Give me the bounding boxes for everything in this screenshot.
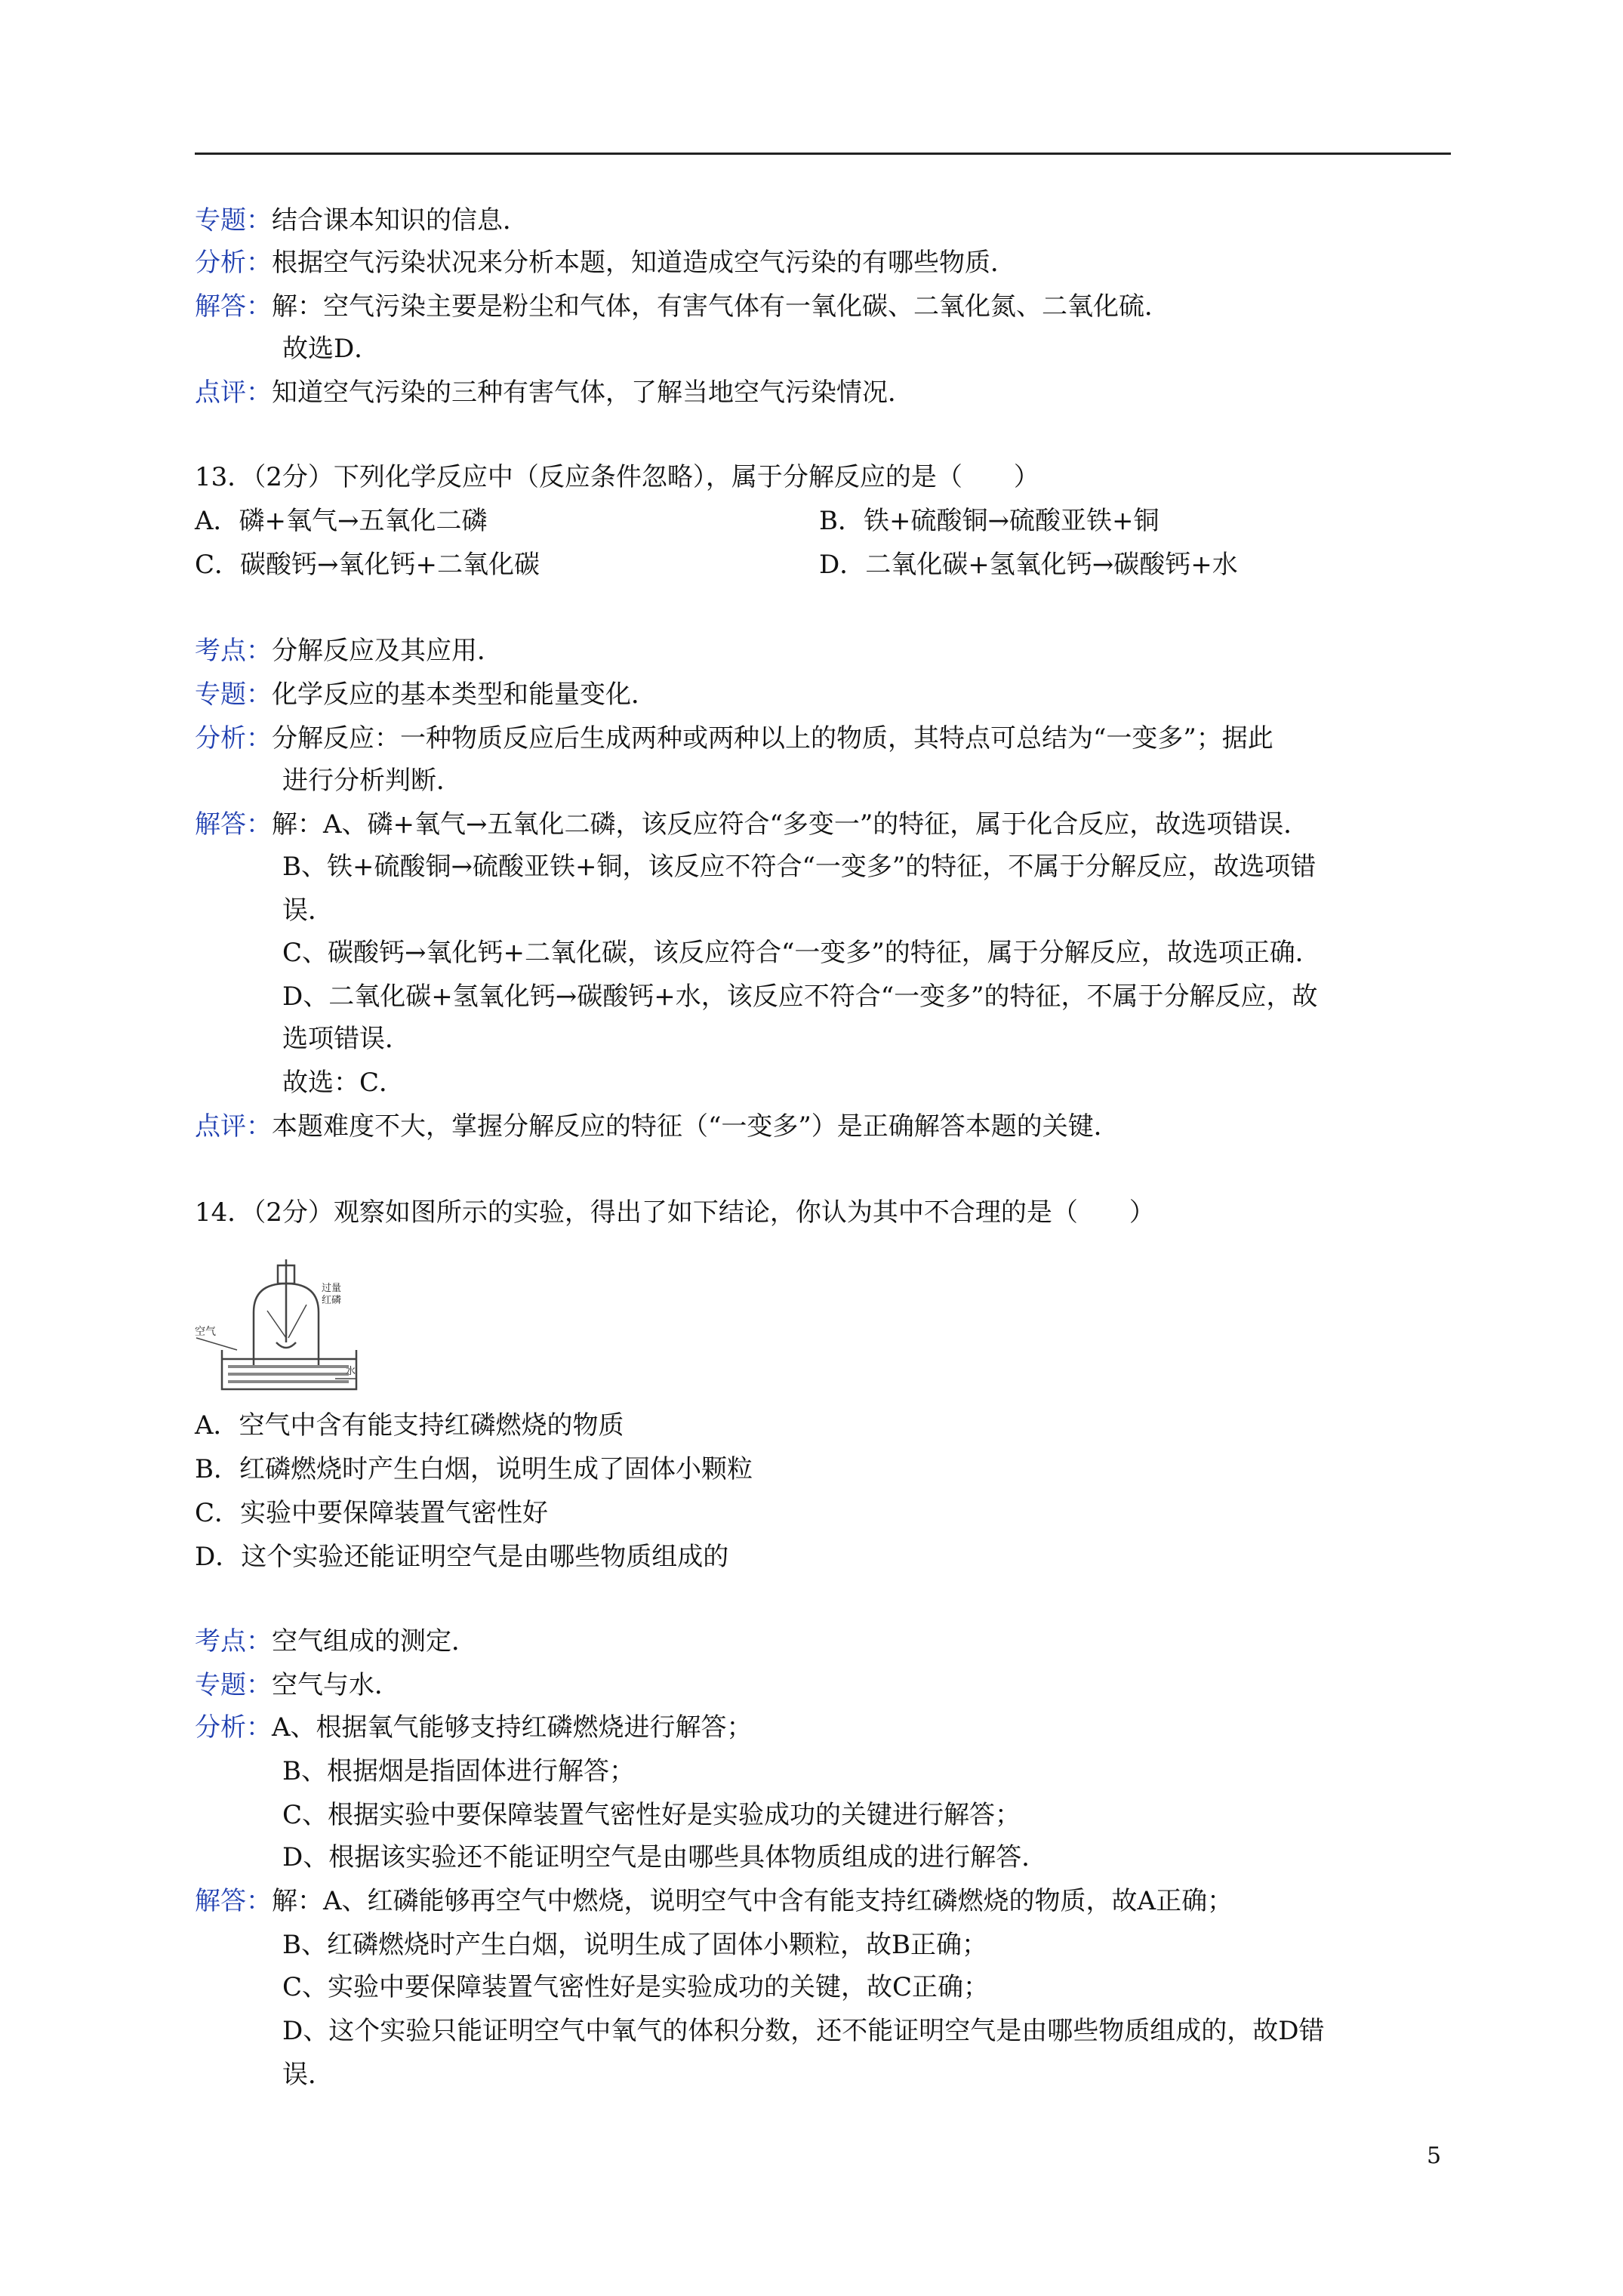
label: 考点：	[195, 1626, 272, 1657]
q12-dianping	[195, 376, 913, 409]
label: 分析：	[195, 1712, 272, 1743]
q14-fenxi-line2: B、根据烟是指固体进行解答；	[282, 1756, 635, 1786]
q12-jieda	[195, 290, 1170, 323]
text: 知道空气污染的三种有害气体，了解当地空气污染情况．	[272, 378, 913, 408]
text: 分解反应：一种物质反应后生成两种或两种以上的物质，其特点可总结为“一变多”；据此	[272, 723, 1273, 754]
label: 解答：	[195, 291, 272, 322]
label: 考点：	[195, 636, 272, 666]
q13-jieda-line2: B、铁+硫酸铜→硫酸亚铁+铜，该反应不符合“一变多”的特征，不属于分解反应，故选项错	[282, 852, 1317, 882]
q12-jieda-line2: 故选D．	[282, 334, 380, 364]
q14-fenxi-line3: C、根据实验中要保障装置气密性好是实验成功的关键进行解答；	[282, 1800, 1021, 1830]
label: 专题：	[195, 205, 272, 236]
q14-option-b: B．红磷燃烧时产生白烟，说明生成了固体小颗粒	[195, 1454, 753, 1484]
text: 解：A、磷+氧气→五氧化二磷，该反应符合“多变一”的特征，属于化合反应，故选项错误．	[272, 809, 1310, 840]
q14-option-d: D．这个实验还能证明空气是由哪些物质组成的	[195, 1542, 729, 1572]
q14-fenxi-line4: D、根据该实验还不能证明空气是由哪些具体物质组成的进行解答．	[282, 1842, 1048, 1872]
water-hatching	[228, 1365, 349, 1383]
q14-zhuanti	[195, 1669, 400, 1702]
q14-option-c: C．实验中要保障装置气密性好	[195, 1498, 549, 1528]
water-trough	[222, 1350, 356, 1389]
q14-jieda-line5: 误．	[282, 2060, 334, 2090]
header-rule	[195, 153, 1451, 155]
label: 点评：	[195, 1111, 272, 1142]
q13-dianping	[195, 1110, 1119, 1143]
q13-jieda-line4: C、碳酸钙→氧化钙+二氧化碳，该反应符合“一变多”的特征，属于分解反应，故选项正确．	[282, 938, 1321, 968]
figure-label-red-phosphorus: 红磷	[322, 1294, 342, 1305]
q13-option-b: B．铁+硫酸铜→硫酸亚铁+铜	[819, 506, 1160, 536]
label: 解答：	[195, 809, 272, 840]
leader-line	[267, 1311, 286, 1338]
label: 分析：	[195, 248, 272, 278]
q14-kaodian	[195, 1625, 477, 1658]
q13-option-d: D．二氧化碳+氢氧化钙→碳酸钙+水	[819, 550, 1238, 580]
text: 化学反应的基本类型和能量变化．	[272, 680, 657, 710]
q14-jieda	[195, 1885, 1233, 1918]
figure-label-water: 水	[346, 1365, 356, 1376]
page-number: 5	[1427, 2143, 1442, 2169]
air-pointer	[196, 1338, 237, 1350]
q14-stem: 14．（2分）观察如图所示的实验，得出了如下结论，你认为其中不合理的是（ ）	[195, 1197, 1155, 1228]
q13-jieda-line6: 选项错误．	[282, 1024, 411, 1054]
text: 空气组成的测定．	[272, 1626, 477, 1657]
text: 解：A、红磷能够再空气中燃烧，说明空气中含有能支持红磷燃烧的物质，故A正确；	[272, 1886, 1233, 1916]
combustion-spoon	[276, 1342, 296, 1348]
text: 结合课本知识的信息．	[272, 205, 528, 236]
text: 空气与水．	[272, 1670, 400, 1700]
q13-jieda-line3: 误．	[282, 895, 334, 926]
text: A、根据氧气能够支持红磷燃烧进行解答；	[272, 1712, 753, 1743]
label: 分析：	[195, 723, 272, 754]
q13-option-c: C．碳酸钙→氧化钙+二氧化碳	[195, 550, 540, 580]
q13-option-a: A．磷+氧气→五氧化二磷	[195, 506, 488, 536]
q13-jieda-line7: 故选：C．	[282, 1068, 405, 1098]
label: 专题：	[195, 680, 272, 710]
q14-jieda-line2: B、红磷燃烧时产生白烟，说明生成了固体小颗粒，故B正确；	[282, 1930, 987, 1960]
q12-fenxi	[195, 246, 1016, 279]
figure-label-air: 空气	[195, 1325, 216, 1337]
text: 根据空气污染状况来分析本题，知道造成空气污染的有哪些物质．	[272, 248, 1016, 278]
figure-label-excess: 过量	[322, 1282, 342, 1293]
q13-zhuanti	[195, 678, 657, 711]
leader-line	[288, 1305, 306, 1338]
q13-jieda-line5: D、二氧化碳+氢氧化钙→碳酸钙+水，该反应不符合“一变多”的特征，不属于分解反应，故	[282, 982, 1318, 1012]
experiment-figure	[195, 1259, 361, 1395]
q14-option-a: A．空气中含有能支持红磷燃烧的物质	[195, 1410, 624, 1441]
q13-fenxi-line2: 进行分析判断．	[282, 766, 462, 796]
q14-jieda-line4: D、这个实验只能证明空气中氧气的体积分数，还不能证明空气是由哪些物质组成的，故D错	[282, 2016, 1325, 2046]
q13-kaodian	[195, 634, 503, 667]
q12-zhuanti	[195, 204, 528, 237]
text: 本题难度不大，掌握分解反应的特征（“一变多”）是正确解答本题的关键．	[272, 1111, 1119, 1142]
q13-stem: 13．（2分）下列化学反应中（反应条件忽略），属于分解反应的是（ ）	[195, 462, 1039, 492]
label: 点评：	[195, 378, 272, 408]
q13-jieda	[195, 808, 1309, 841]
q14-jieda-line3: C、实验中要保障装置气密性好是实验成功的关键，故C正确；	[282, 1972, 990, 2002]
label: 专题：	[195, 1670, 272, 1700]
q14-fenxi	[195, 1711, 753, 1744]
text: 解：空气污染主要是粉尘和气体，有害气体有一氧化碳、二氧化氮、二氧化硫．	[272, 291, 1170, 322]
q13-fenxi	[195, 722, 1273, 755]
text: 分解反应及其应用．	[272, 636, 503, 666]
label: 解答：	[195, 1886, 272, 1916]
